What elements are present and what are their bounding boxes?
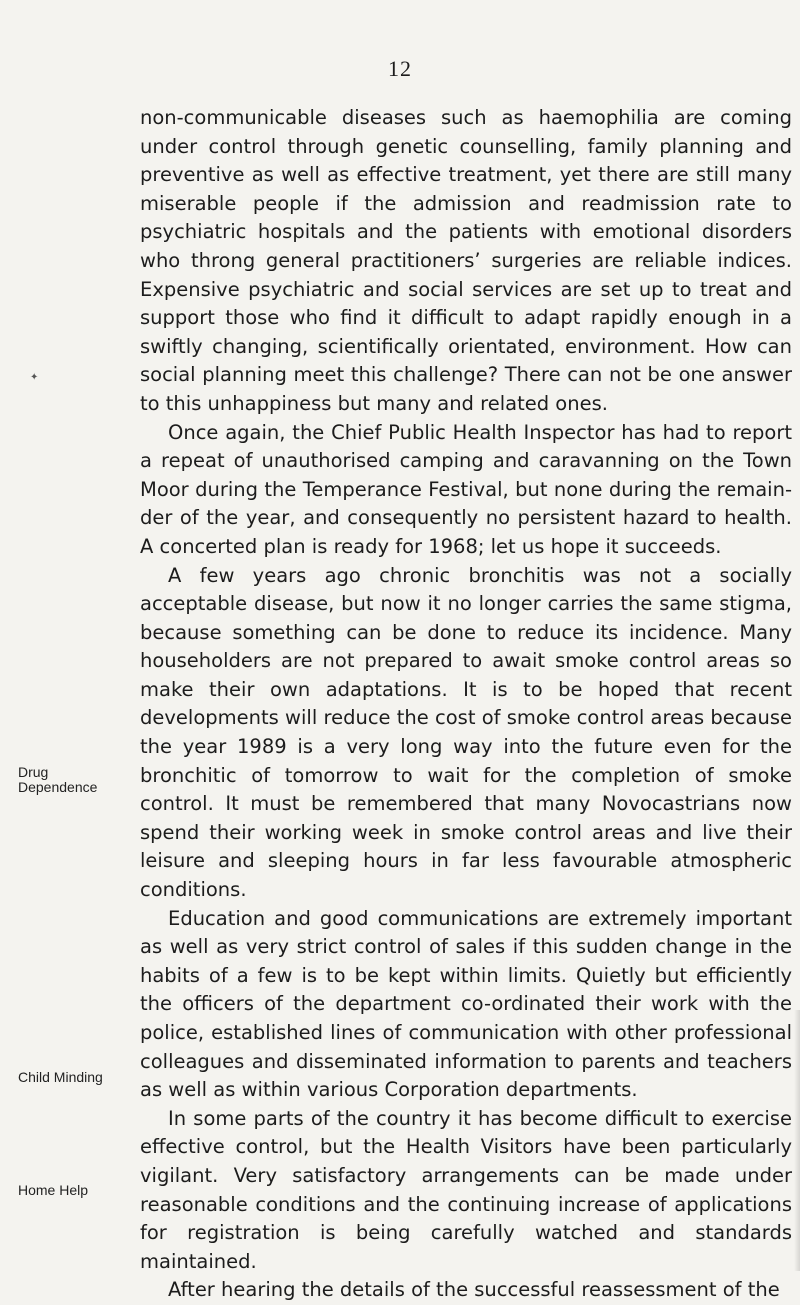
- margin-note-drug-dependence: [18, 765, 97, 795]
- paragraph-home-help: After hearing the details of the successful reassessment of the: [168, 1278, 780, 1302]
- page-edge-shadow: [794, 1010, 800, 1271]
- paragraph-child-minding: In some parts of the country it has become difficult to exercise effective control, but the Health Visitors have been particularly vigilant. Very satisfactory arrangements can be made under reasonable conditions and the continuing increase of applications for registration is being carefully watched and standards maintained.: [140, 1106, 792, 1273]
- page-number: 12: [388, 56, 412, 81]
- paragraph-unauthorised-camping: Once again, the Chief Public Health Inspector has had to report a repeat of unauthorised camping and caravanning on the Town Moor during the Temperance Festival, but none during the remainder of the year, and consequently no persistent hazard to health. A concerted plan is ready for 1968; let us hope it succeeds.: [140, 420, 792, 558]
- margin-note-dependence-line: Dependence: [18, 779, 98, 795]
- paragraph-continuation: non-communicable diseases such as haemophilia are coming under control through genetic counselling, family planning and preventive as well as effective treatment, yet there are still many miserable people if the admission and readmission rate to psychiatric hospitals and the patients with emotional disorders who throng general practitioners’ surgeries are reliable indices. Expensive psychiatric and social services are set up to treat and support those who find it difficult to adapt rapidly enough in a swiftly changing, scientifically orientated, environment. How can social planning meet this challenge? There can not be one answer to this unhappiness but many and related ones.: [140, 106, 792, 415]
- paragraph-drug-dependence: Education and good communications are extremely important as well as very strict control of sales if this sudden change in the habits of a few is to be kept within limits. Quietly but efficiently the officers of the department co-ordinated their work with the police, established lines of communication with other professional colleagues and disseminated information to parents and teachers as well as within various Corporation departments.: [140, 906, 792, 1102]
- scan-speck: ✦: [30, 372, 39, 383]
- paragraph-chronic-bronchitis: A few years ago chronic bronchitis was not a socially acceptable disease, but now it no longer carries the same stigma, because something can be done to reduce its incidence. Many householders are not prepared to await smoke control areas so make their own adaptations. It is to be hoped that recent developments will reduce the cost of smoke control areas because the year 1989 is a very long way into the future even for the bronchitic of tomorrow to wait for the completion of smoke control. It must be remembered that many Novocastrians now spend their working week in smoke control areas and live their leisure and sleeping hours in far less favourable atmospheric conditions.: [140, 563, 792, 902]
- margin-note-child-minding: Child Minding: [18, 1069, 103, 1085]
- margin-note-home-help: Home Help: [18, 1182, 89, 1198]
- margin-note-drug-line: Drug: [18, 764, 49, 780]
- body-text: [140, 104, 792, 1305]
